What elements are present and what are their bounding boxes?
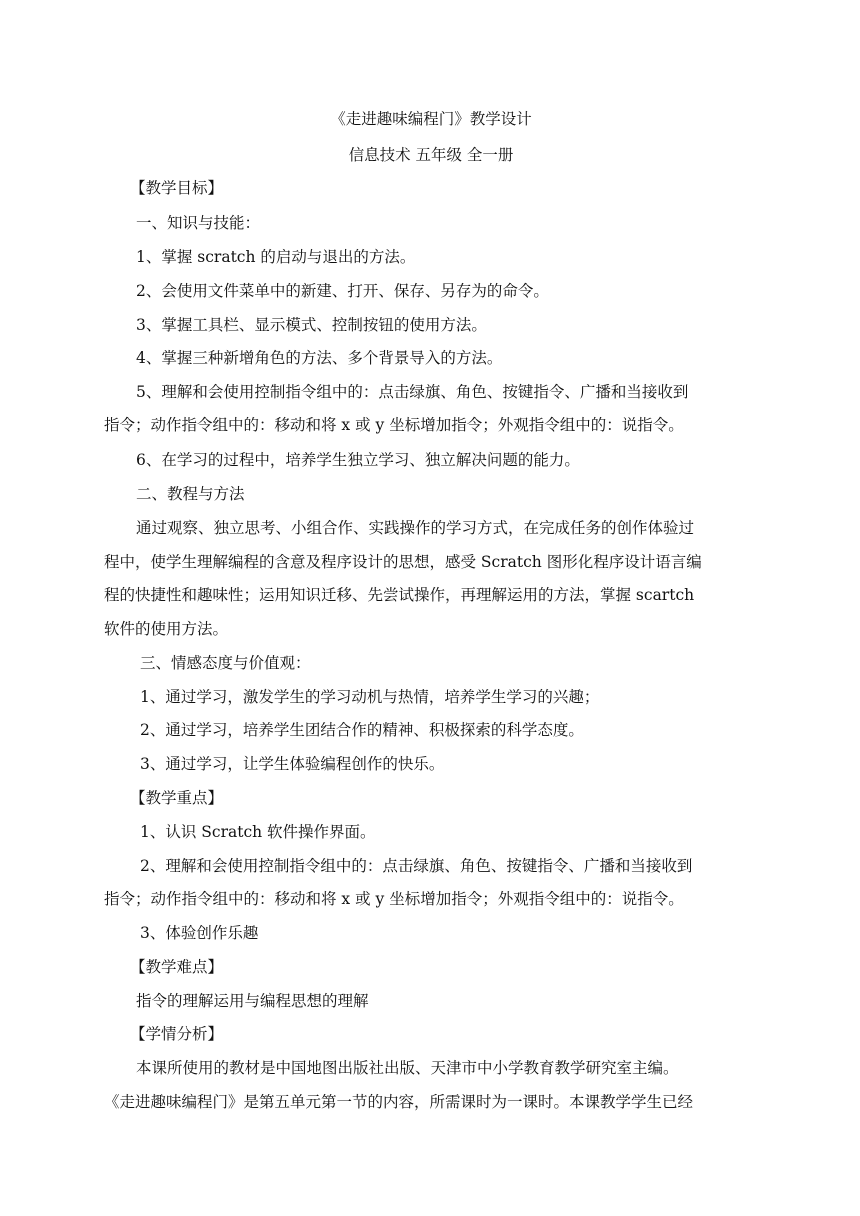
keypoint-item-1: 1、认识 Scratch 软件操作界面。: [140, 823, 376, 841]
emotion-item-3: 3、通过学习，让学生体验编程创作的快乐。: [140, 755, 445, 773]
keypoint-item-3: 3、体验创作乐趣: [140, 924, 259, 942]
difficulty-text: 指令的理解运用与编程思想的理解: [136, 992, 369, 1010]
knowledge-item-5-line-2: 指令；动作指令组中的：移动和将 x 或 y 坐标增加指令；外观指令组中的：说指令。: [104, 416, 684, 434]
knowledge-heading: 一、知识与技能：: [136, 214, 261, 232]
emotion-heading: 三、情感态度与价值观：: [140, 654, 311, 672]
knowledge-item-2: 2、会使用文件菜单中的新建、打开、保存、另存为的命令。: [136, 282, 549, 300]
analysis-paragraph-line-1: 本课所使用的教材是中国地图出版社出版、天津市中小学教育教学研究室主编。: [136, 1059, 679, 1077]
knowledge-item-3: 3、掌握工具栏、显示模式、控制按钮的使用方法。: [136, 316, 487, 334]
knowledge-item-4: 4、掌握三种新增角色的方法、多个背景导入的方法。: [136, 349, 503, 367]
emotion-item-1: 1、通过学习，激发学生的学习动机与热情，培养学生学习的兴趣；: [140, 688, 600, 706]
process-paragraph-line-1: 通过观察、独立思考、小组合作、实践操作的学习方式，在完成任务的创作体验过: [136, 519, 695, 537]
keypoint-item-2-line-1: 2、理解和会使用控制指令组中的：点击绿旗、角色、按键指令、广播和当接收到: [140, 857, 693, 875]
emotion-item-2: 2、通过学习，培养学生团结合作的精神、积极探索的科学态度。: [140, 721, 584, 739]
process-paragraph-line-2: 程中，使学生理解编程的含意及程序设计的思想，感受 Scratch 图形化程序设计语言编: [104, 553, 702, 571]
document-title: 《走进趣味编程门》教学设计: [330, 110, 532, 128]
knowledge-item-5-line-1: 5、理解和会使用控制指令组中的：点击绿旗、角色、按键指令、广播和当接收到: [136, 383, 689, 401]
analysis-heading: 【学情分析】: [130, 1025, 224, 1043]
process-paragraph-line-4: 软件的使用方法。: [104, 620, 229, 638]
document-subtitle: 信息技术 五年级 全一册: [348, 146, 514, 164]
knowledge-item-6: 6、在学习的过程中，培养学生独立学习、独立解决问题的能力。: [136, 451, 580, 469]
process-heading: 二、教程与方法: [136, 485, 245, 503]
objectives-heading: 【教学目标】: [130, 179, 224, 197]
keypoints-heading: 【教学重点】: [130, 789, 224, 807]
analysis-paragraph-line-2: 《走进趣味编程门》是第五单元第一节的内容，所需课时为一课时。本课教学学生已经: [104, 1093, 694, 1111]
difficulty-heading: 【教学难点】: [130, 958, 224, 976]
process-paragraph-line-3: 程的快捷性和趣味性；运用知识迁移、先尝试操作，再理解运用的方法，掌握 scartch: [104, 586, 695, 604]
keypoint-item-2-line-2: 指令；动作指令组中的：移动和将 x 或 y 坐标增加指令；外观指令组中的：说指令。: [104, 890, 684, 908]
knowledge-item-1: 1、掌握 scratch 的启动与退出的方法。: [136, 248, 416, 266]
